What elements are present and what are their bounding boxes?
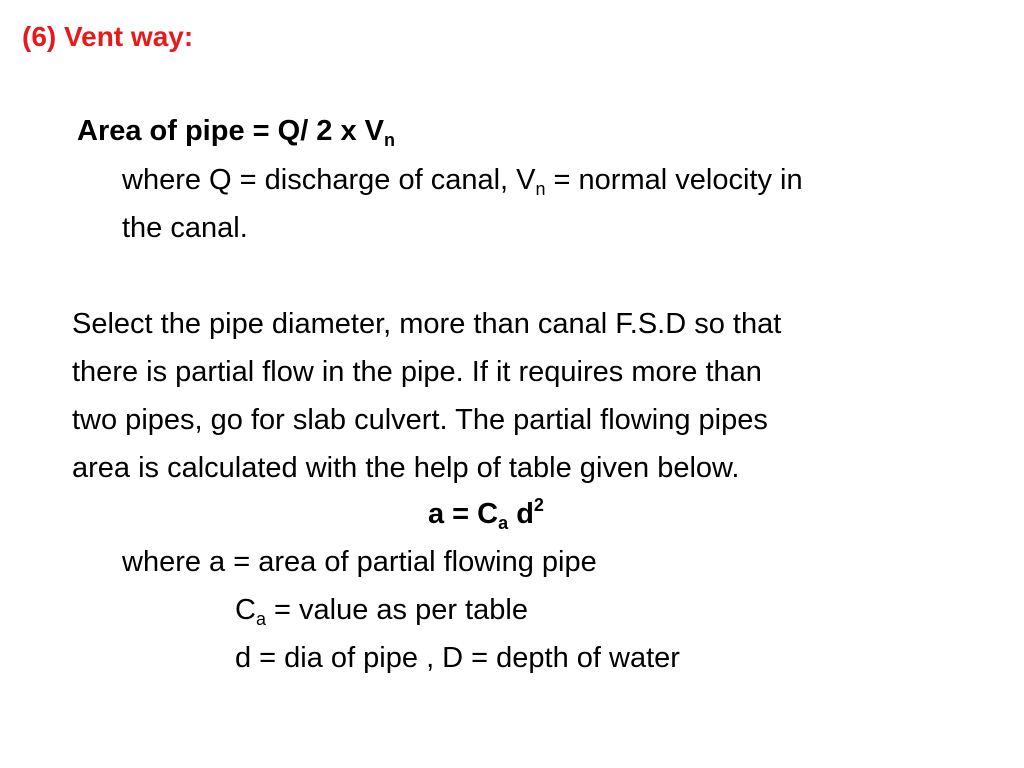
- area-formula: [77, 114, 395, 148]
- where-q-text: where Q = discharge of canal, V: [122, 164, 536, 196]
- paragraph-line-2: there is partial flow in the pipe. If it requires more than: [72, 356, 762, 388]
- formula-ca-subscript: a: [498, 513, 509, 533]
- where-v-subscript: n: [535, 179, 546, 199]
- area-formula-subscript: n: [384, 130, 396, 150]
- where-definition-line-1: [122, 163, 803, 197]
- where-ca-line: [235, 593, 528, 627]
- where-ca-text: C: [235, 594, 256, 626]
- where-a-line: where a = area of partial flowing pipe: [122, 546, 597, 578]
- where-ca-subscript: a: [255, 609, 266, 629]
- formula-d-text: d: [508, 498, 534, 530]
- paragraph-line-4: area is calculated with the help of table given below.: [72, 452, 740, 484]
- area-formula-text: Area of pipe = Q/ 2 x V: [77, 115, 385, 147]
- where-vn-text: = normal velocity in: [545, 164, 803, 196]
- paragraph-line-1: Select the pipe diameter, more than canal F.S.D so that: [72, 308, 782, 340]
- paragraph-line-3: two pipes, go for slab culvert. The partial flowing pipes: [72, 404, 768, 436]
- formula-d-superscript: 2: [533, 495, 544, 515]
- where-definition-line-2: the canal.: [122, 212, 248, 244]
- partial-area-formula: [428, 497, 544, 531]
- where-ca-definition: = value as per table: [265, 594, 528, 626]
- where-d-line: d = dia of pipe , D = depth of water: [235, 642, 680, 674]
- slide-heading: (6) Vent way:: [22, 21, 194, 52]
- formula-a-text: a = C: [428, 498, 499, 530]
